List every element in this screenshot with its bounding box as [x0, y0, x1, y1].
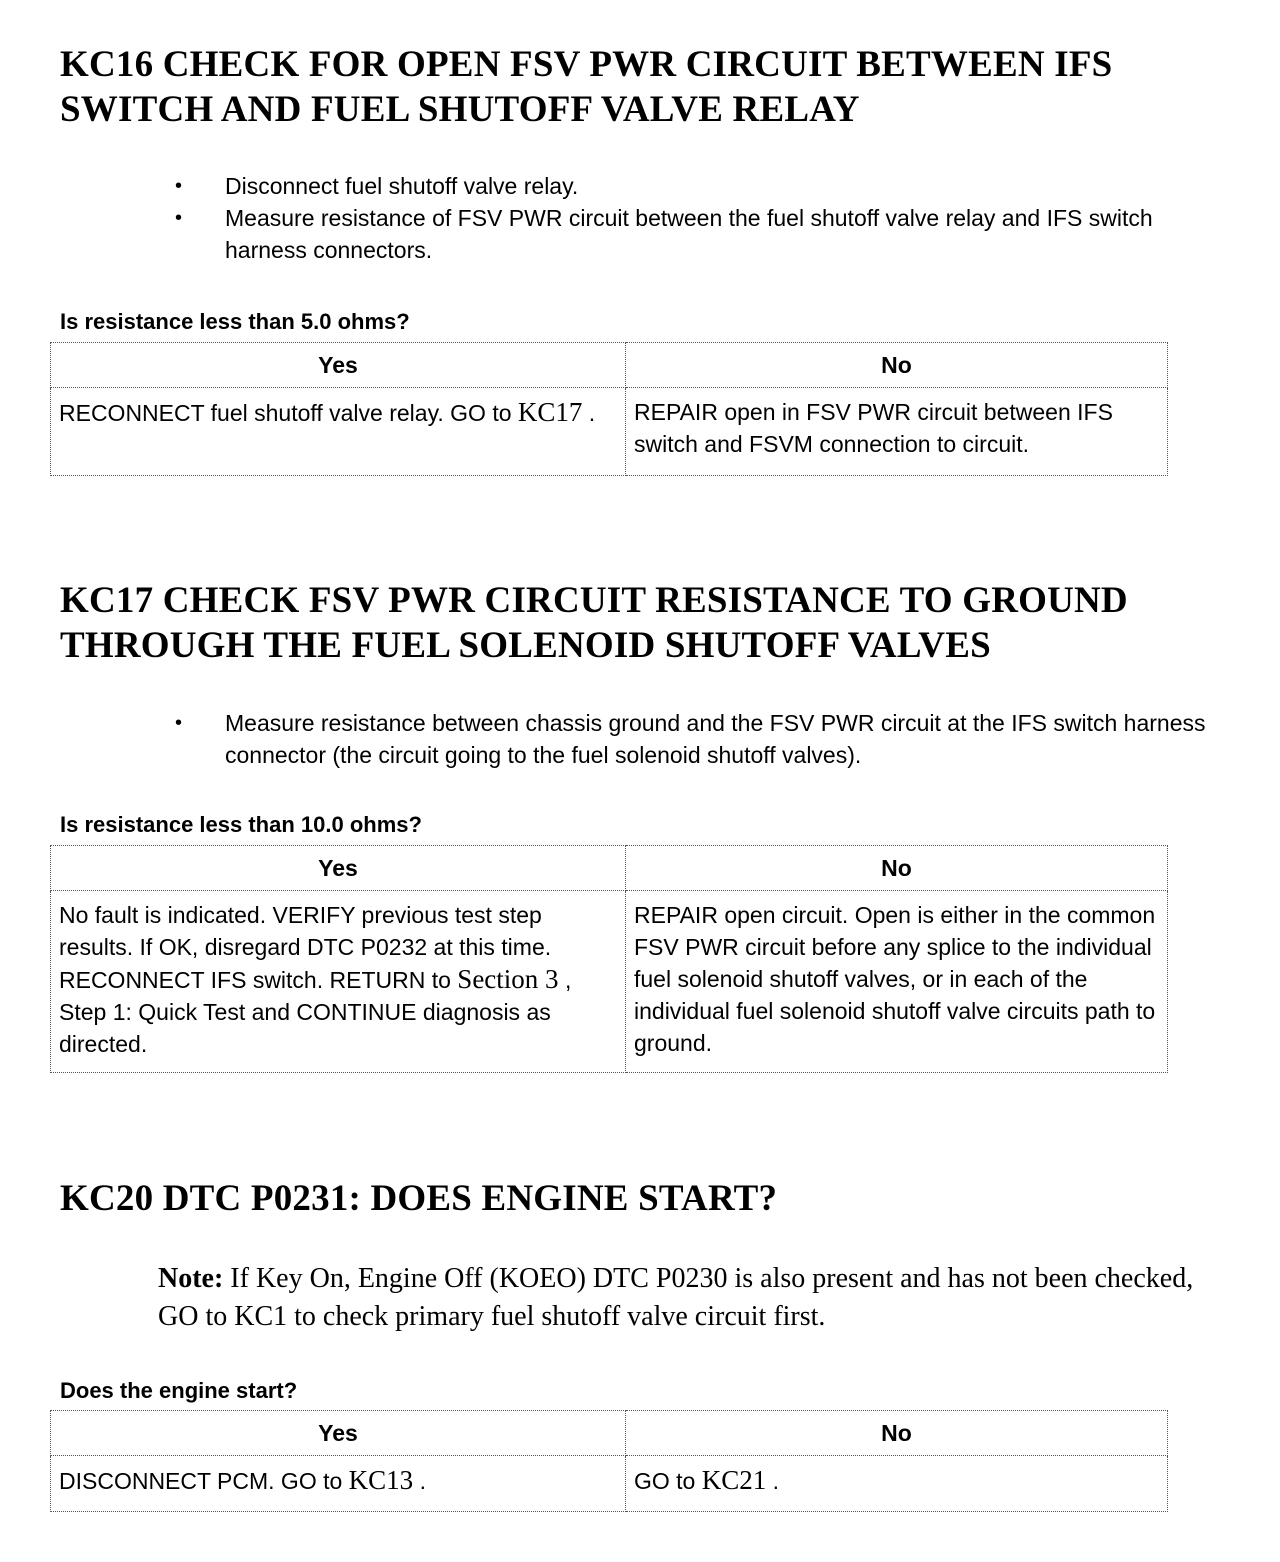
- kc16-yes-link[interactable]: KC17: [517, 397, 583, 427]
- kc17-yes-end: , Step 1: Quick Test and CONTINUE diagnosis as directed.: [59, 967, 572, 1057]
- kc20-no-cell: [626, 1456, 1168, 1512]
- kc17-step-1: • Measure resistance between chassis ground and the FSV PWR circuit at the IFS switch harness connector (the circuit going to the fuel solenoid shutoff valves).: [60, 707, 1240, 771]
- kc17-no-cell: [626, 891, 1168, 1073]
- kc16-yes-end: .: [588, 400, 596, 426]
- kc17-yes-header: Yes: [51, 846, 626, 891]
- kc17-no-header: No: [626, 846, 1168, 891]
- kc16-yes-header: Yes: [51, 343, 626, 388]
- kc20-yes-cell: [51, 1456, 626, 1512]
- kc16-yes-cell: [51, 388, 626, 476]
- kc17-yes-link[interactable]: Section 3: [457, 964, 559, 994]
- kc20-question: Does the engine start?: [60, 1378, 298, 1403]
- kc16-answer-table: [50, 342, 1168, 476]
- kc17-steps: [60, 707, 1240, 771]
- kc17-question: Is resistance less than 10.0 ohms?: [60, 812, 422, 837]
- kc20-no-text: GO to: [634, 1468, 696, 1494]
- kc20-yes-text: DISCONNECT PCM. GO to: [59, 1468, 343, 1494]
- kc20-yes-header: Yes: [51, 1411, 626, 1456]
- kc20-yes-end: .: [419, 1468, 426, 1494]
- kc16-step-1: • Disconnect fuel shutoff valve relay.: [60, 170, 1240, 202]
- kc16-question: Is resistance less than 5.0 ohms?: [60, 309, 410, 334]
- kc16-steps: [60, 170, 1240, 266]
- kc20-title: KC20 DTC P0231: DOES ENGINE START?: [60, 1178, 778, 1219]
- kc16-title: KC16 CHECK FOR OPEN FSV PWR CIRCUIT BETWEEN IFS SWITCH AND FUEL SHUTOFF VALVE RELAY: [60, 44, 1113, 130]
- kc20-note-text: If Key On, Engine Off (KOEO) DTC P0230 is also present and has not been checked, GO to KC1 to check primary fuel shutoff valve circuit first.: [158, 1263, 1194, 1332]
- kc20-no-end: .: [772, 1468, 780, 1494]
- kc17-section: [60, 578, 1240, 668]
- kc16-no-header: No: [626, 343, 1168, 388]
- kc20-yes-link[interactable]: KC13: [348, 1465, 414, 1495]
- kc16-step-2: • Measure resistance of FSV PWR circuit between the fuel shutoff valve relay and IFS switch harness connectors.: [60, 202, 1240, 266]
- kc17-answer-table: [50, 845, 1168, 1073]
- kc16-section: [60, 42, 1240, 132]
- kc20-no-header: No: [626, 1411, 1168, 1456]
- kc17-yes-cell: [51, 891, 626, 1073]
- kc20-note: [158, 1260, 1228, 1336]
- kc16-yes-text: RECONNECT fuel shutoff valve relay. GO to: [59, 400, 512, 426]
- kc16-no-text: REPAIR open in FSV PWR circuit between IFS switch and FSVM connection to circuit.: [634, 399, 1113, 457]
- kc17-title: KC17 CHECK FSV PWR CIRCUIT RESISTANCE TO GROUND THROUGH THE FUEL SOLENOID SHUTOFF VALVES: [60, 580, 1128, 666]
- kc17-yes-text: No fault is indicated. VERIFY previous test step results. If OK, disregard DTC P0232 at this time. RECONNECT IFS switch. RETURN to: [59, 902, 552, 993]
- kc20-answer-table: [50, 1410, 1168, 1512]
- kc20-section: [60, 1176, 1240, 1221]
- kc20-no-link[interactable]: KC21: [701, 1465, 767, 1495]
- kc16-no-cell: [626, 388, 1168, 476]
- kc17-no-text: REPAIR open circuit. Open is either in the common FSV PWR circuit before any splice to the individual fuel solenoid shutoff valves, or in each of the individual fuel solenoid shutoff valve circuits path to ground.: [634, 902, 1156, 1056]
- kc20-note-label: Note:: [158, 1263, 224, 1294]
